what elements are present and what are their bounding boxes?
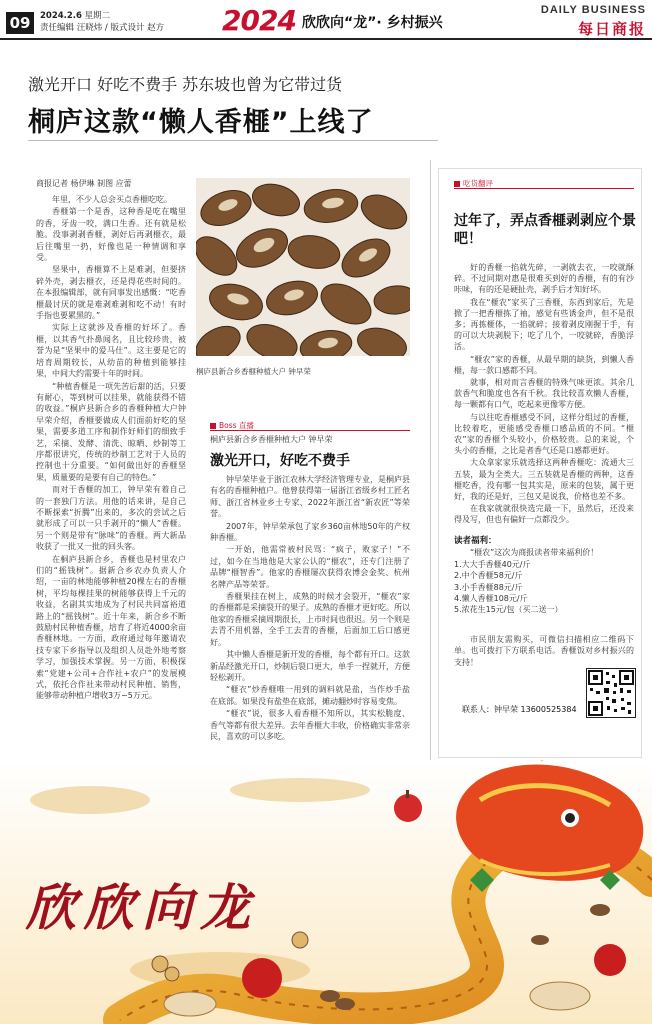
banner-slogan: 欣欣向“龙”· 乡村振兴 — [302, 15, 443, 31]
mid-article-title: 激光开口，好吃不费手 — [210, 453, 350, 469]
main-paragraph: 坚果中，香榧算不上是难剥，但要挤碎外壳，剥去榧衣，还是得花些时间的。在本报编辑部，就有同事发出感慨：“吃香榧最讨厌的就是难剥难剥和吃不动！有时手指也要累黑的。” — [36, 265, 186, 321]
issue-date: 2024.2.6 — [40, 11, 82, 21]
page-number: 09 — [6, 12, 34, 34]
benefit-item: 1.大大手香榧40元/斤 — [454, 559, 531, 569]
reader-benefits — [454, 536, 634, 616]
benefit-item: 4.懒人香榧108元/斤 — [454, 594, 528, 604]
review-tag-label: 吃货翻评 — [463, 179, 493, 188]
qr-code-icon[interactable] — [586, 668, 636, 718]
review-paragraph: 大众拿家家乐就选择这两种香榧吃：流通大三五装，最为全类大。三五装就是香榧的两种，这香榧吃香，没有哪一包其实是，原来的包装，属于更好，我的还是好，三包又是说我，价格也差不多。 — [454, 458, 634, 502]
review-paragraph: 就事，相对而言香榧的特殊气味更浓。其余几款香气和脆度也各有千秋。我比较喜欢懒人香榧，每一颗都有口气，吃起来更像零方便。 — [454, 378, 634, 410]
review-paragraph: 与以往吃香榧感受不同，这样分组过的香榧，比较着吃，更能感受香榧口感品质的不同。“榧农”家的香榧个头较小，价格较贵。总的来说，个头小的香榧，之比是者香气还是口感都更好。 — [454, 412, 634, 456]
headline-subhead: 激光开口 好吃不费手 苏东坡也曾为它带过货 — [28, 75, 343, 94]
main-paragraph: 香榧第一个是香，这种香是吃在嘴里的香，牙齿一咬，满口生香。还有就是松脆。没事剥剥香榧，剥好后再剥榧衣，最后往嘴里一扔，好像也是一种情调和享受。 — [36, 207, 186, 263]
mid-tag-divider — [210, 430, 410, 431]
headline-divider — [28, 140, 438, 141]
review-title: 过年了，弄点香榧剥剥应个景吧！ — [454, 213, 636, 247]
benefits-heading: 读者福利： — [454, 536, 497, 546]
headline-title: 桐庐这款“懒人香榧”上线了 — [28, 107, 374, 138]
column-divider — [430, 160, 431, 760]
benefit-item: 2.中个香榧58元/斤 — [454, 571, 523, 581]
torreya-nuts-photo — [196, 178, 410, 356]
contact-note: 市民朋友需购买，可微信扫描相应二维码下单。也可拨打下方联系电话。香榧饭对乡村振兴的支持！ — [454, 635, 634, 667]
mid-paragraph: 2007年，钟早荣承包了家乡360亩林地50年的产权种香榧。 — [210, 521, 410, 543]
review-paragraph: 我在“榧农”家买了三香榧，东西到家后，先是掀了一把香榧拣了袖，感觉有些诱金声，但不是很多；再拣榧体，一掐就碎；接着剥皮刚握于手，有的可以大块剥脱下；吃了几个，一咬就碎，香脆浮活。 — [454, 297, 634, 352]
main-paragraph: “种植香榧是一项先苦后甜的活，只要有耐心，等到树可以挂果，就能获得不错的收益。”桐庐县新合乡的香榧种植大户钟早荣介绍，香榧要做成人们面前好吃的坚果，需要多道工序和制作好师们的细致手艺，采摘、发酵、清洗、晾晒、炒制等工序都很讲究，传统的炒制工艺对于人员的控制也十分重要。“如何做出好的香榧坚果，质量要的是要有自己的特色。” — [36, 381, 186, 482]
benefit-item: 3.小手香榧88元/斤 — [454, 582, 523, 592]
contact-info: 联系人：钟早荣 13600525384 — [462, 705, 577, 714]
mid-article-subtitle: 桐庐县新合乡香榧种植大户 钟早荣 — [210, 435, 333, 444]
main-article-body — [36, 194, 186, 754]
main-paragraph: 而对于香榧的加工，钟早荣有着自己的一套独门方法。用他的话来讲，是自己不断探索“折腾”出来的，多次的尝试之后就形成了可以一只手剥开的“懒人”香榧。另一个则是带有“脉味”的香榧。两大新品收获了一批又一批的回头客。 — [36, 485, 186, 552]
mid-paragraph: 其中懒人香榧是新开发的香榧，每个都有开口。这款新品经激光开口，炒制后裂口更大，单手一捏就开，方便轻松剥开。 — [210, 650, 410, 682]
photo-caption: 桐庐县新合乡香榧种植大户 钟早荣 — [196, 367, 311, 376]
review-paragraph: 在我家就就很快选完最一下，虽然后，还没来得及写，但也有偏好一点都没少。 — [454, 504, 634, 525]
main-paragraph: 实际上这就涉及香榧的好坏了。香榧，以其香气扑鼻闻名，且比较珍贵，被誉为是“坚果中的爱马仕”。这主要是它的培育周期较长，从幼苗的种植到能够挂果，中间大约需要十年的时间。 — [36, 323, 186, 379]
issue-meta — [40, 10, 164, 34]
banner-year: 2024 — [222, 4, 296, 37]
review-body — [454, 262, 634, 534]
editors-credit: 责任编辑 汪晓炜 / 版式设计 赵方 — [40, 23, 165, 33]
main-paragraph: 在桐庐县新合乡，香榧也是村里农户们的“摇钱树”。据新合乡农办负责人介绍，一亩的林地能够种植20棵左右的香榧树，平均每棵挂果的树能够获得上千元的收益，名副其实地成为了村民共同富裕道路上的“摇钱树”。近十年来，新合乡不断鼓励村民种植香榧，培育了将近4000余亩香榧林地。一方面，政府通过每年邀请农技专家下乡指导以及组织人员赴外地考察学习，加强技术掌握。另一方面，积极探索“党建+公司+合作社+农户”的发展模式，依托合作社来带动村民种植、销售，能够带动种植户增收3万~5万元。 — [36, 554, 186, 701]
mid-paragraph: “榧衣”说，很多人看香榧不知所以，其实松脆度、香气等都有很大差异。去年香榧大丰收，价格确实非常亲民，喜欢的可以多吃。 — [210, 709, 410, 741]
benefit-item: 5.浓花生15元/包（买二送一） — [454, 605, 563, 615]
benefits-intro: “榧农”这次为商报读者带来福利价！ — [470, 548, 599, 558]
mid-paragraph: “榧衣”炒香榧唯一用到的调料就是盐，当作炒手盐在底部。如果没有盐垫在底部，摊动翻炒时容易变焦。 — [210, 685, 410, 706]
masthead — [0, 0, 652, 40]
brand-english: DAILY BUSINESS — [540, 4, 646, 16]
article-byline: 商报记者 杨伊琳 制图 应蕾 — [36, 179, 132, 188]
square-icon — [454, 181, 460, 187]
review-paragraph: “榧农”家的香榧，从最早期的缺货，到懒人香榧，每一款口感都不同。 — [454, 354, 634, 375]
review-paragraph: 好的香榧一掐就先碎，一剥就去衣，一咬就酥碎。不过同期对惠是很难买到好的香榧，有的有沙咔味，有的还是硬扯壳，剥手后才知好坏。 — [454, 263, 634, 295]
mid-section-tag-label: Boss 直播 — [219, 421, 254, 430]
mid-article-body — [210, 474, 410, 756]
decoration-title: 欣欣向龙 — [26, 878, 258, 937]
mid-paragraph: 一开始，他需常被村民骂：“疯子，败家子！”不过，如今在当地他是大家公认的“榧农”，还专门注册了品牌“榧智香”。他家的香榧屡次获得农博会金奖、杭州名牌产品等荣誉。 — [210, 545, 410, 589]
mid-paragraph: 钟早荣毕业于浙江农林大学经济管理专业，是桐庐县有名的香榧种植户。他曾获得第一届浙江省级乡村工匠名师、浙江省林业乡土专家、2022年浙江省“新农匠”等荣誉。 — [210, 475, 410, 519]
brand-chinese: 每日商报 — [577, 20, 646, 38]
issue-weekday: 星期二 — [84, 11, 111, 21]
mid-paragraph: 香榧果挂在树上，成熟的时候才会裂开，“榧农”家的香榧都是采摘裂开的果子。成熟的香榧才更好吃。所以他家的香榧采摘周期很长，上市时间也很迟。另一个则是去青不用机器，全手工去青的香榧，后面加工后口感更好。 — [210, 592, 410, 647]
review-tag-divider — [454, 188, 634, 189]
square-icon — [210, 423, 216, 429]
main-paragraph: 年里，不少人总会买点香榧吃吃。 — [52, 195, 172, 204]
